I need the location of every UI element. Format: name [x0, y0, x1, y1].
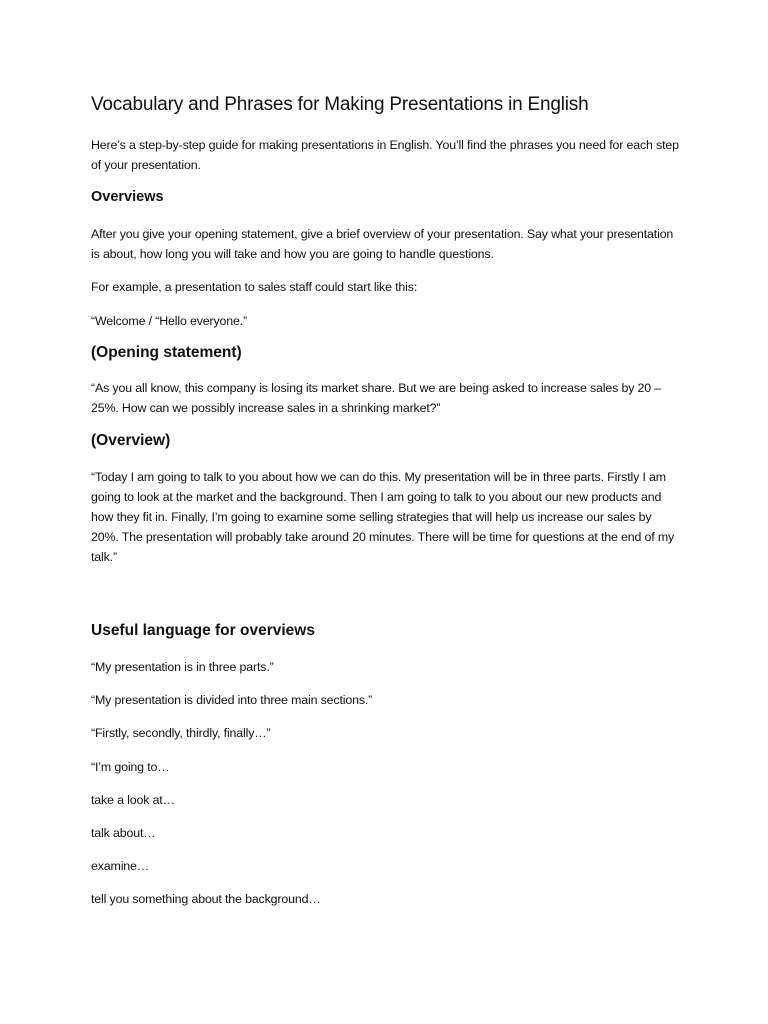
useful-language-heading: Useful language for overviews: [91, 622, 315, 639]
phrase-item: “I’m going to…: [91, 760, 170, 774]
intro-paragraph: Here’s a step-by-step guide for making presentations in English. You’ll find the phrases you need for each step of your presentation.: [91, 138, 679, 172]
overviews-heading: Overviews: [91, 189, 164, 205]
example-intro-text: For example, a presentation to sales staff could start like this:: [91, 280, 418, 294]
document-title: Vocabulary and Phrases for Making Presentations in English: [91, 94, 589, 115]
phrase-item: talk about…: [91, 826, 156, 840]
phrase-item: take a look at…: [91, 793, 175, 807]
phrase-item: tell you something about the background…: [91, 892, 321, 906]
phrase-item: “My presentation is in three parts.”: [91, 660, 274, 674]
phrase-item: “Firstly, secondly, thirdly, finally…”: [91, 726, 271, 740]
phrase-item: examine…: [91, 859, 150, 873]
overview-heading: (Overview): [91, 432, 171, 449]
phrase-item: “My presentation is divided into three main sections.”: [91, 693, 373, 707]
opening-statement-heading: (Opening statement): [91, 344, 242, 361]
opening-statement-quote: “As you all know, this company is losing its market share. But we are being asked to increase sales by 20 – 25%. How can we possibly increase sales in a shrinking market?”: [91, 381, 662, 415]
welcome-quote: “Welcome / “Hello everyone.”: [91, 314, 248, 328]
overviews-paragraph: After you give your opening statement, give a brief overview of your presentation. Say what your presentation is about, how long you will take and how you are going to handle questions.: [91, 227, 674, 261]
overview-quote: “Today I am going to talk to you about how we can do this. My presentation will be in three parts. Firstly I am going to look at the market and the background. Then I am going to talk to you about our new products and how they fit in. Finally, I’m going to examine some selling strategies that will help us increase our sales by 20%. The presentation will probably take around 20 minutes. There will be time for questions at the end of my talk.”: [91, 470, 675, 564]
